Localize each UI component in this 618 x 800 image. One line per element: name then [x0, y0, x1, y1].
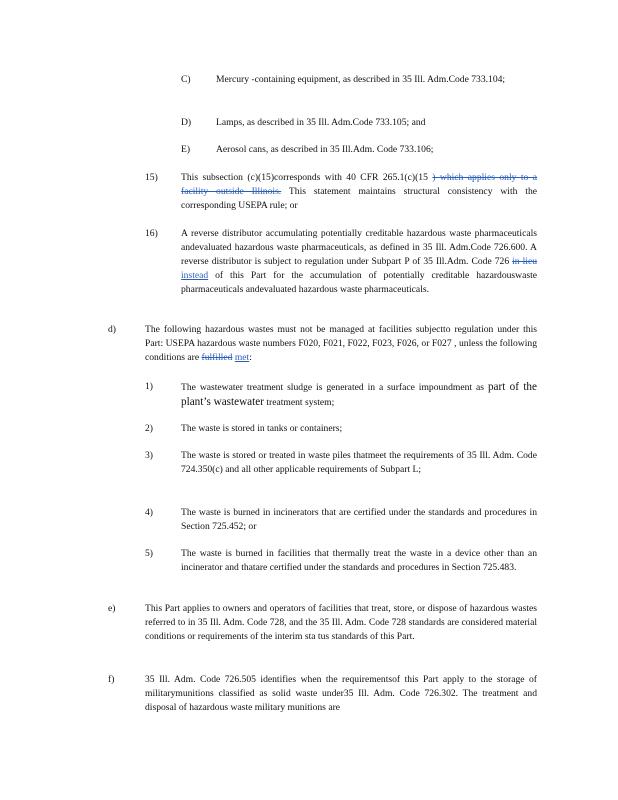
- item-text-d3: The waste is stored or treated in waste piles thatmeet the requirements of 35 Ill. Adm. Code 724.350(c) and all other applicable requirements of Subpart L;: [181, 450, 537, 475]
- item-d-deleted-text: fulfilled: [201, 352, 233, 363]
- item-d-text-a: The following hazardous wastes must not be managed at facilities subjectto regulation under this Part: USEPA hazardous waste numbers F020, F021, F022, F023, F026, or F027 , unless the following conditions are: [145, 324, 537, 363]
- item-d-inserted-text: met: [234, 352, 250, 363]
- item-label-d4: 4): [145, 507, 153, 518]
- item-label-c: C): [181, 74, 191, 85]
- item-label-d1: 1): [145, 381, 153, 392]
- item-label-16: 16): [145, 228, 158, 239]
- item-label-f: f): [108, 674, 115, 685]
- item-16-deleted-text: in lieu: [512, 256, 537, 267]
- item-15-deleted-text: ) which applies only to a facility outside Illinois.: [181, 172, 537, 197]
- item-text-d5: The waste is burned in facilities that thermally treat the waste in a device other than an incinerator and thatare certified under the standards and procedures in Section 725.483.: [181, 548, 537, 573]
- item-text-d1: [181, 380, 537, 410]
- item-text-e-upper: Aerosol cans, as described in 35 Ill.Adm. Code 733.106;: [216, 144, 434, 155]
- item-label-d: d): [108, 324, 116, 335]
- item-16-text-a: A reverse distributor accumulating potentially creditable hazardous waste pharmaceuticals andevaluated hazardous waste pharmaceuticals, as defined in 35 Ill. Adm.Code 726.600. A reverse distributor is subject to regulation under Subpart P of 35 Ill.Adm. Code 726: [181, 228, 537, 267]
- item-label-d-upper: D): [181, 117, 192, 128]
- item-d1-text-a: The wastewater treatment sludge is generated in a surface impoundment as: [181, 382, 485, 393]
- item-label-15: 15): [145, 172, 158, 183]
- item-15-text-a: This subsection (c)(15)corresponds with 40 CFR 265.1(c)(15: [181, 172, 428, 183]
- item-15-text-b: This statement maintains structural consistency with the corresponding USEPA rule; or: [181, 186, 537, 211]
- item-label-d3: 3): [145, 450, 153, 461]
- item-16-inserted-text: instead: [181, 270, 209, 281]
- item-text-d4: The waste is burned in incinerators that are certified under the standards and procedures in Section 725.452; or: [181, 507, 537, 532]
- item-label-d2: 2): [145, 423, 153, 434]
- item-d1-text-big: part of the plant’s wastewater: [181, 381, 537, 408]
- item-label-d5: 5): [145, 548, 153, 559]
- item-16-text-b: of this Part for the accumulation of potentially creditable hazardouswaste pharmaceuticals andevaluated hazardous waste pharmaceuticals.: [181, 270, 537, 295]
- item-text-d-upper: Lamps, as described in 35 Ill. Adm.Code 733.105; and: [216, 117, 426, 128]
- item-text-f: 35 Ill. Adm. Code 726.505 identifies when the requirementsof this Part apply to the storage of militarymunitions classified as solid waste under35 Ill. Adm. Code 726.302. The treatment and disposal of hazardous waste military munitions are: [145, 674, 537, 713]
- item-text-15: [181, 171, 537, 213]
- item-label-e-upper: E): [181, 144, 191, 155]
- item-d1-text-b: treatment system;: [266, 397, 335, 408]
- item-text-16: [181, 227, 537, 297]
- item-d-text-b: :: [249, 352, 252, 363]
- item-text-d2: The waste is stored in tanks or containers;: [181, 423, 343, 434]
- item-label-e: e): [108, 603, 116, 614]
- item-text-e: This Part applies to owners and operators of facilities that treat, store, or dispose of hazardous wastes referred to in 35 Ill. Adm. Code 728, and the 35 Ill. Adm. Code 728 standards are considered material conditions or requirements of the interim sta tus standards of this Part.: [145, 603, 537, 642]
- item-text-c: Mercury -containing equipment, as described in 35 Ill. Adm.Code 733.104;: [216, 74, 506, 85]
- item-text-d: [145, 323, 537, 365]
